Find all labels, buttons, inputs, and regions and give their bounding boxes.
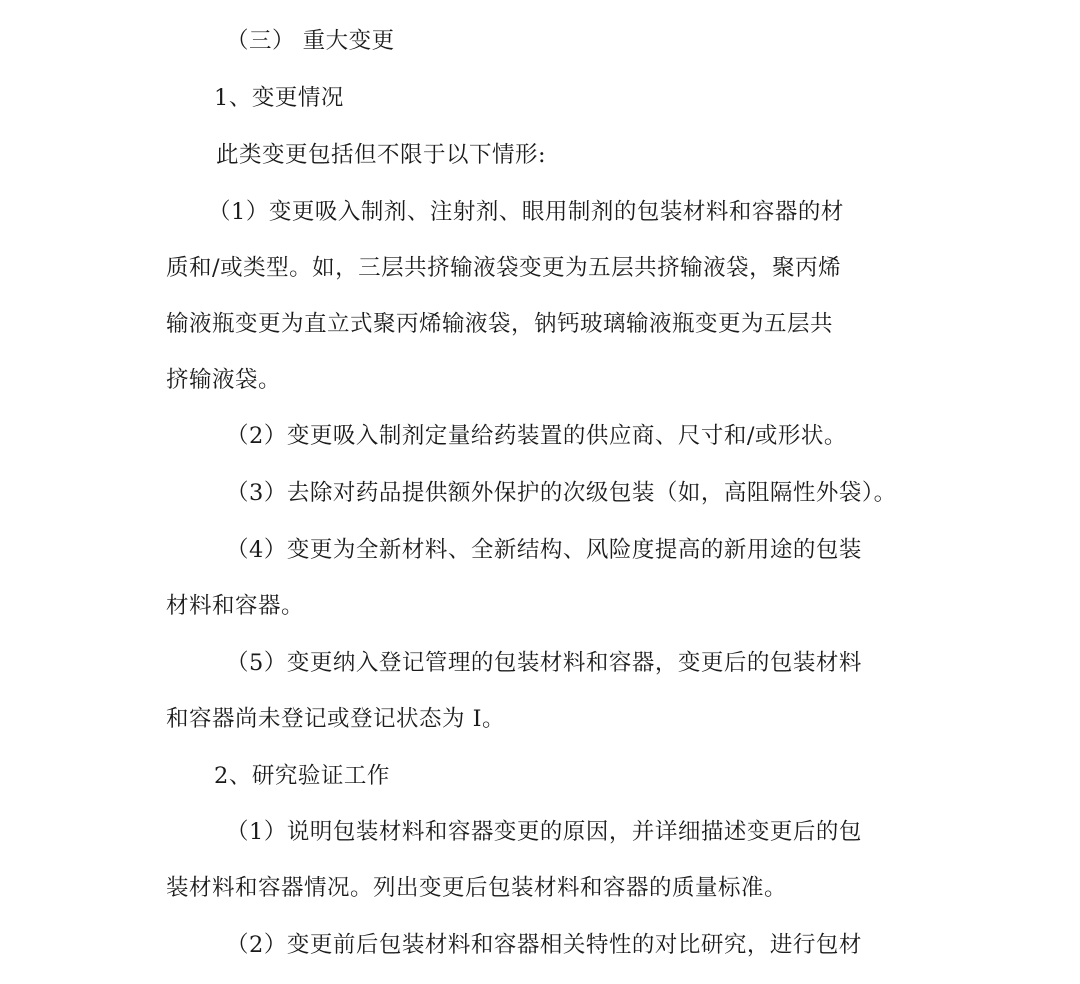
section-title: （三） 重大变更 [226,28,395,54]
item-1-line-4: 挤输液袋。 [166,367,282,393]
item-5-line-1: （5）变更纳入登记管理的包装材料和容器，变更后的包装材料 [226,650,862,676]
work-2-line-1: （2）变更前后包装材料和容器相关特性的对比研究，进行包材 [226,932,862,958]
item-2: （2）变更吸入制剂定量给药装置的供应商、尺寸和/或形状。 [226,423,847,449]
item-1-line-3: 输液瓶变更为直立式聚丙烯输液袋，钠钙玻璃输液瓶变更为五层共 [166,311,834,337]
item-4-line-2: 材料和容器。 [166,593,305,619]
heading-research-work: 2、研究验证工作 [214,763,390,789]
item-3: （3）去除对药品提供额外保护的次级包装（如，高阻隔性外袋）。 [226,480,897,506]
item-1-line-1: （1）变更吸入制剂、注射剂、眼用制剂的包装材料和容器的材 [208,199,844,225]
item-1-line-2: 质和/或类型。如，三层共挤输液袋变更为五层共挤输液袋，聚丙烯 [166,255,842,281]
work-1-line-1: （1）说明包装材料和容器变更的原因，并详细描述变更后的包 [226,819,862,845]
heading-change-situation: 1、变更情况 [214,85,344,111]
item-5-line-2: 和容器尚未登记或登记状态为 I。 [166,706,506,732]
intro-paragraph: 此类变更包括但不限于以下情形: [216,142,547,168]
item-4-line-1: （4）变更为全新材料、全新结构、风险度提高的新用途的包装 [226,537,862,563]
work-1-line-2: 装材料和容器情况。列出变更后包装材料和容器的质量标准。 [166,875,788,901]
